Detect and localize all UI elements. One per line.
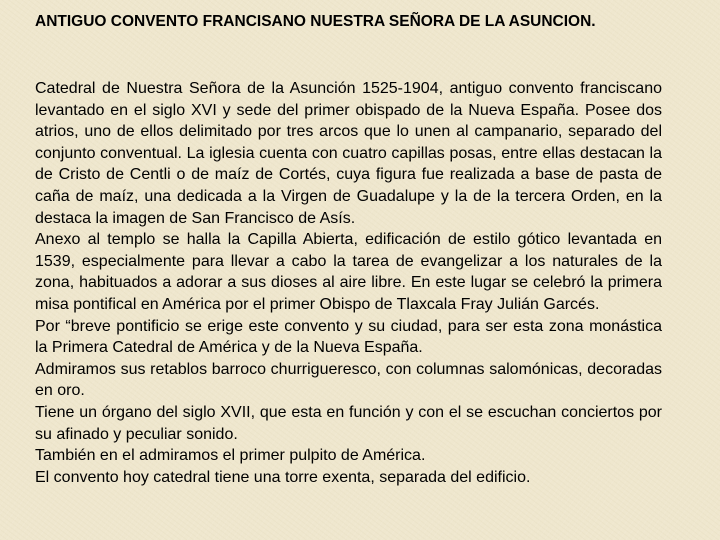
paragraph: Admiramos sus retablos barroco churrigueresco, con columnas salomónicas, decoradas en oro.: [35, 360, 662, 400]
paragraph: El convento hoy catedral tiene una torre exenta, separada del edificio.: [35, 468, 531, 486]
paragraph: También en el admiramos el primer pulpito de América.: [35, 447, 426, 465]
paragraph: Catedral de Nuestra Señora de la Asunción 1525-1904, antiguo convento franciscano levantado en el siglo XVI y sede del primer obispado de la Nueva España. Posee dos atrios, uno de ellos delimitado por tres arcos que lo unen al campanario, separado del conjunto conventual. La iglesia cuenta con cuatro capillas posas, entre ellas destacan la de Cristo de Centli o de maíz de Cortés, cuya figura fue realizada a base de pasta de caña de maíz, una dedicada a la Virgen de Guadalupe y la de la tercera Orden, en la destaca la imagen de San Francisco de Asís.: [35, 80, 662, 227]
body-text: [35, 78, 662, 488]
page-title: ANTIGUO CONVENTO FRANCISANO NUESTRA SEÑORA DE LA ASUNCION.: [35, 13, 596, 30]
paragraph: Tiene un órgano del siglo XVII, que esta en función y con el se escuchan conciertos por su afinado y peculiar sonido.: [35, 403, 662, 443]
paragraph: Anexo al templo se halla la Capilla Abierta, edificación de estilo gótico levantada en 1539, especialmente para llevar a cabo la tarea de evangelizar a los naturales de la zona, habituados a adorar a sus dioses al aire libre. En este lugar se celebró la primera misa pontifical en América por el primer Obispo de Tlaxcala Fray Julián Garcés.: [35, 231, 662, 313]
paragraph: Por “breve pontificio se erige este convento y su ciudad, para ser esta zona monástica la Primera Catedral de América y de la Nueva España.: [35, 317, 662, 357]
